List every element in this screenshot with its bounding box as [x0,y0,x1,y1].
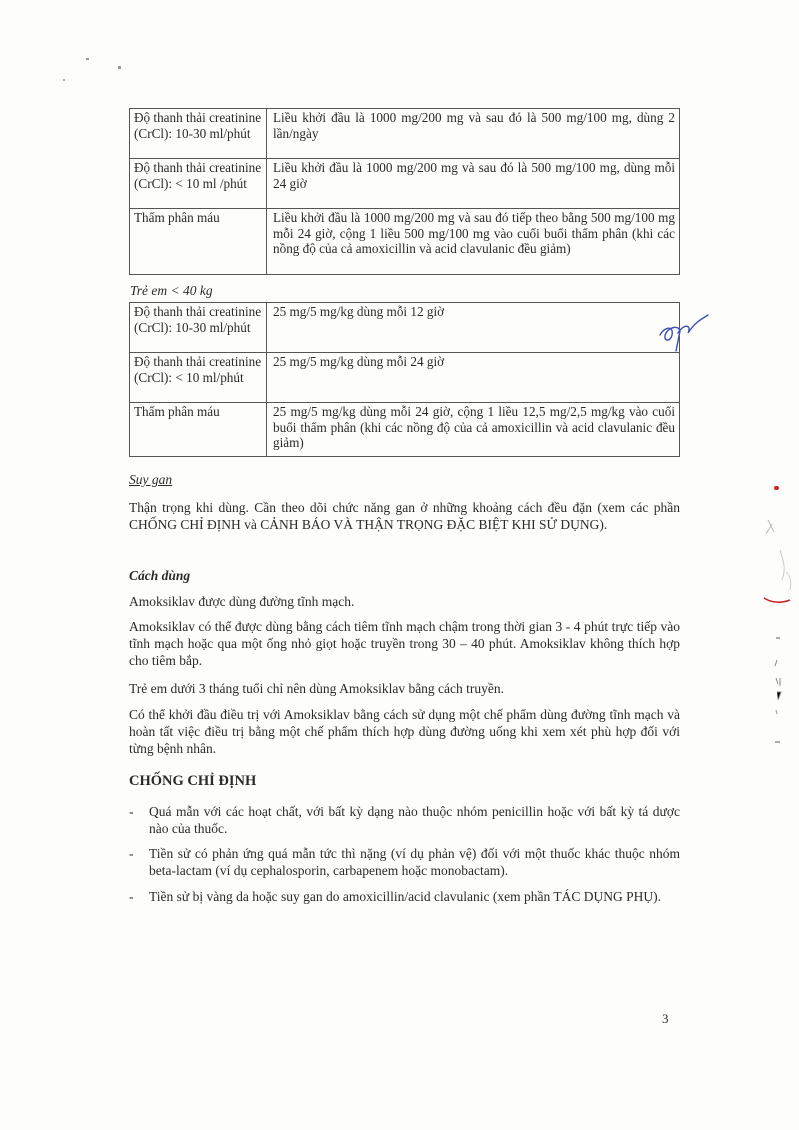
table-cell-label: Độ thanh thải creatinine (CrCl): 10-30 ml/phút [130,303,267,353]
scan-speck [63,79,65,81]
table-row [130,353,680,403]
administration-paragraph: Trẻ em dưới 3 tháng tuổi chỉ nên dùng Amoksiklav bằng cách truyền. [129,681,505,696]
contraindications-heading: CHỐNG CHỈ ĐỊNH [129,773,257,789]
adult-renal-dose-table [129,108,680,275]
table-cell-dose: 25 mg/5 mg/kg dùng mỗi 24 giờ [267,353,680,403]
table-row [130,403,680,457]
table-cell-dose: Liều khởi đầu là 1000 mg/200 mg và sau đó là 500 mg/100 mg, dùng mỗi 24 giờ [267,159,680,209]
table-cell-label: Độ thanh thải creatinine (CrCl): < 10 ml/phút [130,353,267,403]
scan-speck [86,58,89,60]
bullet-dash: - [129,889,134,904]
table-cell-label: Thẩm phân máu [130,403,267,457]
edge-marks [766,630,796,750]
child-renal-dose-table [129,302,680,457]
table-cell-label: Độ thanh thải creatinine (CrCl): < 10 ml /phút [130,159,267,209]
handwriting-fragment [760,510,796,620]
table-cell-dose: 25 mg/5 mg/kg dùng mỗi 24 giờ, cộng 1 liều 12,5 mg/2,5 mg/kg vào cuối buổi thẩm phân (khi các nồng độ của cả amoxicillin và acid clavulanic đều giảm) [267,403,680,457]
administration-paragraph: Có thể khởi đầu điều trị với Amoksiklav bằng cách sử dụng một chế phẩm dùng đường tĩnh mạch và hoàn tất việc điều trị bằng một chế phẩm thích hợp dùng đường uống khi xem xét phù hợp đối với từng bệnh nhân. [129,707,680,756]
list-item [129,888,680,905]
table-cell-label: Thẩm phân máu [130,209,267,275]
page-number: 3 [662,1011,669,1026]
list-item [129,803,680,837]
stamp-fragment [774,486,779,490]
bullet-dash: - [129,846,134,861]
liver-text: Thận trọng khi dùng. Cần theo dõi chức năng gan ở những khoảng cách đều đặn (xem các phần CHỐNG CHỈ ĐỊNH và CẢNH BÁO VÀ THẬN TRỌNG ĐẶC BIỆT KHI SỬ DỤNG). [129,500,680,532]
table-cell-dose: Liều khởi đầu là 1000 mg/200 mg và sau đó tiếp theo bằng 500 mg/100 mg mỗi 24 giờ, cộng 1 liều 500 mg/100 mg vào cuối buổi thẩm phân (khi các nồng độ của cả amoxicillin và acid clavulanic đều giảm) [267,209,680,275]
administration-paragraph: Amoksiklav có thể được dùng bằng cách tiêm tĩnh mạch chậm trong thời gian 3 - 4 phút trực tiếp vào tĩnh mạch hoặc qua một ống nhỏ giọt hoặc truyền trong 30 – 40 phút. Amoksiklav không thích hợp cho tiêm bắp. [129,619,680,668]
contraindication-text: Quá mẫn với các hoạt chất, với bất kỳ dạng nào thuộc nhóm penicillin hoặc với bất kỳ tá dược nào của thuốc. [149,804,680,836]
administration-heading: Cách dùng [129,568,191,583]
table-cell-label: Độ thanh thải creatinine (CrCl): 10-30 ml/phút [130,109,267,159]
handwritten-signature [652,305,712,355]
administration-paragraph: Amoksiklav được dùng đường tĩnh mạch. [129,594,355,609]
table-row [130,303,680,353]
table-cell-dose: 25 mg/5 mg/kg dùng mỗi 12 giờ [267,303,680,353]
liver-heading: Suy gan [129,472,173,487]
list-item [129,845,680,879]
bullet-dash: - [129,804,134,819]
table-row [130,209,680,275]
child-section-heading: Trẻ em < 40 kg [130,283,213,298]
contraindication-text: Tiền sử có phản ứng quá mẫn tức thì nặng (ví dụ phản vệ) đối với một thuốc khác thuộc nhóm beta-lactam (ví dụ cephalosporin, carbapenem hoặc monobactam). [149,846,680,878]
table-row [130,159,680,209]
table-cell-dose: Liều khởi đầu là 1000 mg/200 mg và sau đó là 500 mg/100 mg, dùng 2 lần/ngày [267,109,680,159]
contraindication-text: Tiền sử bị vàng da hoặc suy gan do amoxicillin/acid clavulanic (xem phần TÁC DỤNG PHỤ). [149,889,661,904]
table-row [130,109,680,159]
scan-speck [118,66,121,69]
